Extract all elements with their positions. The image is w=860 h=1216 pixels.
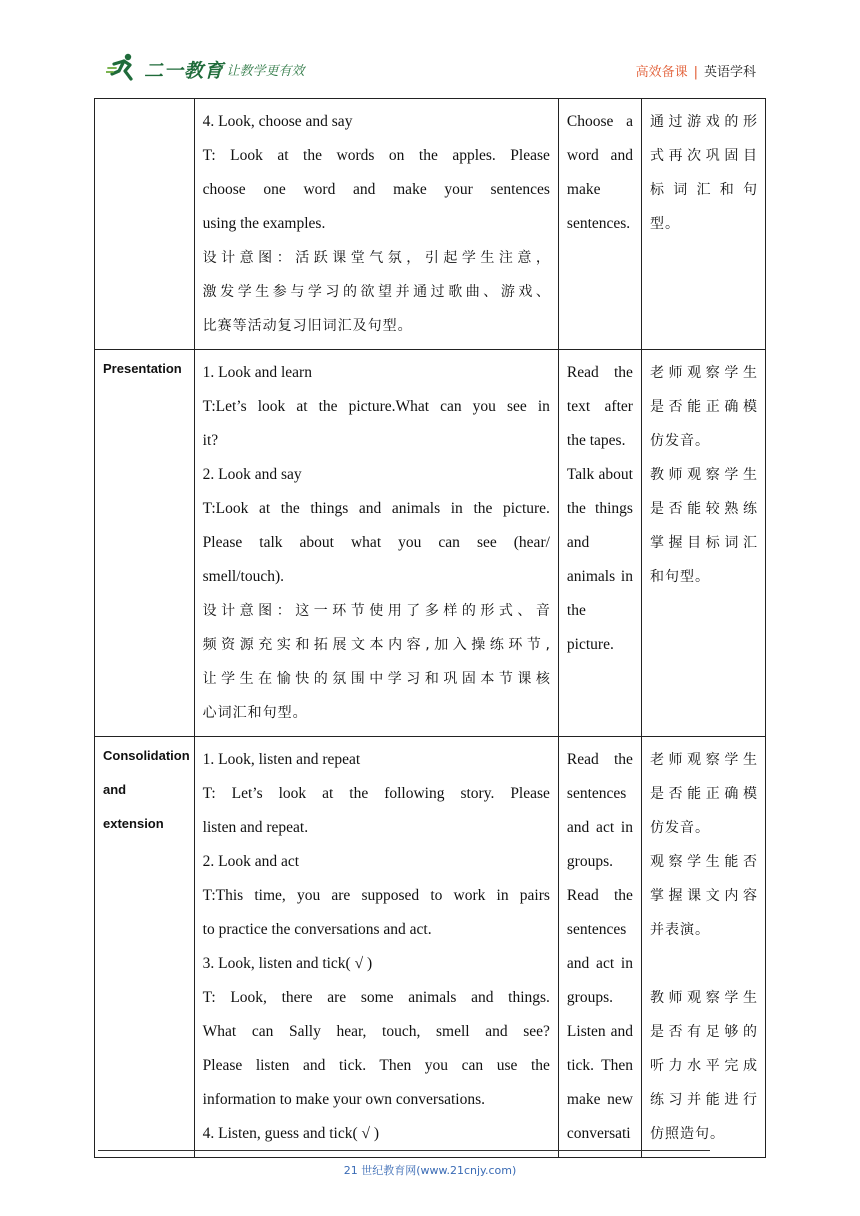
activity-line: picture. xyxy=(566,636,614,653)
activity-line: the things xyxy=(566,500,633,517)
content-line: it? xyxy=(202,432,219,449)
purpose-line: 掌握课文内容 xyxy=(649,888,757,904)
page-header xyxy=(0,0,860,90)
purpose-line: 是否有足够的 xyxy=(649,1024,757,1040)
stage-cell xyxy=(95,99,195,350)
content-line: to practice the conversations and act. xyxy=(202,921,432,938)
activity-line: make xyxy=(566,181,601,198)
purpose-line: 通过游戏的形 xyxy=(649,114,757,130)
activity-line: Talk about xyxy=(566,466,633,483)
content-line: 让学生在愉快的氛围中学习和巩固本节课核 xyxy=(202,671,550,687)
activity-line: the xyxy=(566,602,586,619)
lesson-plan-table xyxy=(94,98,766,1158)
content-line: 心词汇和句型。 xyxy=(202,705,308,721)
content-line: 激发学生参与学习的欲望并通过歌曲、游戏、 xyxy=(202,284,550,300)
content-line: T: Look at the words on the apples. Please xyxy=(202,147,550,164)
purpose-line: 是否能较熟练 xyxy=(649,501,757,517)
purpose-line: 听力水平完成 xyxy=(649,1058,757,1074)
purpose-line: 教师观察学生 xyxy=(649,467,757,483)
table-row xyxy=(95,99,766,350)
content-line: information to make your own conversations. xyxy=(202,1091,486,1108)
purpose-cell xyxy=(641,350,765,737)
purpose-line: 仿发音。 xyxy=(649,433,710,449)
stage-cell: Consolidation and extension xyxy=(95,737,195,1158)
activity-line: word and xyxy=(566,147,633,164)
header-label-right: 英语学科 xyxy=(703,65,756,80)
content-line: T:This time, you are supposed to work in pairs xyxy=(202,887,550,904)
activity-cell xyxy=(558,99,641,350)
content-line: 设计意图：活跃课堂气氛，引起学生注意， xyxy=(202,250,550,266)
content-line: 频资源充实和拓展文本内容,加入操练环节, xyxy=(202,637,550,653)
activity-line: sentences xyxy=(566,921,627,938)
activity-line: make new xyxy=(566,1091,633,1108)
activity-line: the tapes. xyxy=(566,432,626,449)
purpose-line: 标 词 汇 和 句 xyxy=(649,182,757,198)
purpose-cell xyxy=(641,99,765,350)
logo-slogan: / 让教学更有效 xyxy=(218,64,305,79)
table-row xyxy=(95,737,766,1158)
activity-line: and xyxy=(566,534,590,551)
activity-line: groups. xyxy=(566,853,613,870)
footer-divider xyxy=(98,1150,710,1151)
purpose-line: 是否能正确模 xyxy=(649,786,757,802)
stage-cell: Presentation xyxy=(95,350,195,737)
activity-line: Read the xyxy=(566,364,633,381)
purpose-line: 仿发音。 xyxy=(649,820,710,836)
activity-line: text after xyxy=(566,398,633,415)
content-line: 2. Look and say xyxy=(202,466,302,483)
content-line: 2. Look and act xyxy=(202,853,300,870)
header-label-left: 高效备课 xyxy=(635,65,688,80)
content-line: 4. Look, choose and say xyxy=(202,113,353,130)
activity-line: sentences xyxy=(566,785,627,802)
content-line: T:Let’s look at the picture.What can you see in xyxy=(202,398,550,415)
activity-cell xyxy=(558,350,641,737)
content-line: 1. Look, listen and repeat xyxy=(202,751,361,768)
activity-line: and act in xyxy=(566,955,633,972)
activity-line: animals in xyxy=(566,568,633,585)
content-line: choose one word and make your sentences xyxy=(202,181,550,198)
purpose-line: 仿照造句。 xyxy=(649,1126,725,1142)
spacer xyxy=(650,947,757,981)
purpose-line: 并表演。 xyxy=(649,922,710,938)
purpose-line: 和句型。 xyxy=(649,569,710,585)
purpose-line: 教师观察学生 xyxy=(649,990,757,1006)
purpose-line: 型。 xyxy=(649,216,680,232)
content-line: T:Look at the things and animals in the picture. xyxy=(202,500,550,517)
activity-line: sentences. xyxy=(566,215,631,232)
activity-line: tick. Then xyxy=(566,1057,633,1074)
purpose-cell xyxy=(641,737,765,1158)
brand-logo xyxy=(106,52,336,82)
header-separator: | xyxy=(693,65,698,80)
content-line: Please listen and tick. Then you can use the xyxy=(202,1057,550,1074)
activity-line: groups. xyxy=(566,989,613,1006)
header-subject xyxy=(636,61,756,80)
content-line: smell/touch). xyxy=(202,568,285,585)
activity-line: Read the xyxy=(566,751,633,768)
content-line: 4. Listen, guess and tick( √ ) xyxy=(202,1125,380,1142)
content-line: using the examples. xyxy=(202,215,326,232)
activity-line: conversati xyxy=(566,1125,631,1142)
content-line: Please talk about what you can see (hear/ xyxy=(202,534,550,551)
purpose-line: 老师观察学生 xyxy=(649,365,757,381)
content-line: T: Look, there are some animals and things. xyxy=(202,989,550,1006)
content-line: 比赛等活动复习旧词汇及句型。 xyxy=(202,318,413,334)
purpose-line: 是否能正确模 xyxy=(649,399,757,415)
purpose-line: 式再次巩固目 xyxy=(649,148,757,164)
activity-cell xyxy=(558,737,641,1158)
purpose-line: 观察学生能否 xyxy=(649,854,757,870)
purpose-line: 练习并能进行 xyxy=(649,1092,757,1108)
activity-line: and act in xyxy=(566,819,633,836)
activity-line: Read the xyxy=(566,887,633,904)
activity-line: Choose a xyxy=(566,113,633,130)
logo-text: 二一教育 xyxy=(144,60,225,82)
content-line: T: Let’s look at the following story. Please xyxy=(202,785,550,802)
purpose-line: 老师观察学生 xyxy=(649,752,757,768)
content-line: listen and repeat. xyxy=(202,819,309,836)
runner-logo-icon xyxy=(106,52,140,82)
purpose-line: 掌握目标词汇 xyxy=(649,535,757,551)
content-line: What can Sally hear, touch, smell and see? xyxy=(202,1023,550,1040)
footer-source: 21 世纪教育网(www.21cnjy.com) xyxy=(343,1164,517,1177)
content-cell xyxy=(194,350,558,737)
content-line: 1. Look and learn xyxy=(202,364,312,381)
content-cell xyxy=(194,99,558,350)
content-cell xyxy=(194,737,558,1158)
content-line: 3. Look, listen and tick( √ ) xyxy=(202,955,373,972)
content-line: 设计意图：这一环节使用了多样的形式、音 xyxy=(202,603,550,619)
activity-line: Listen and xyxy=(566,1023,633,1040)
table-row xyxy=(95,350,766,737)
